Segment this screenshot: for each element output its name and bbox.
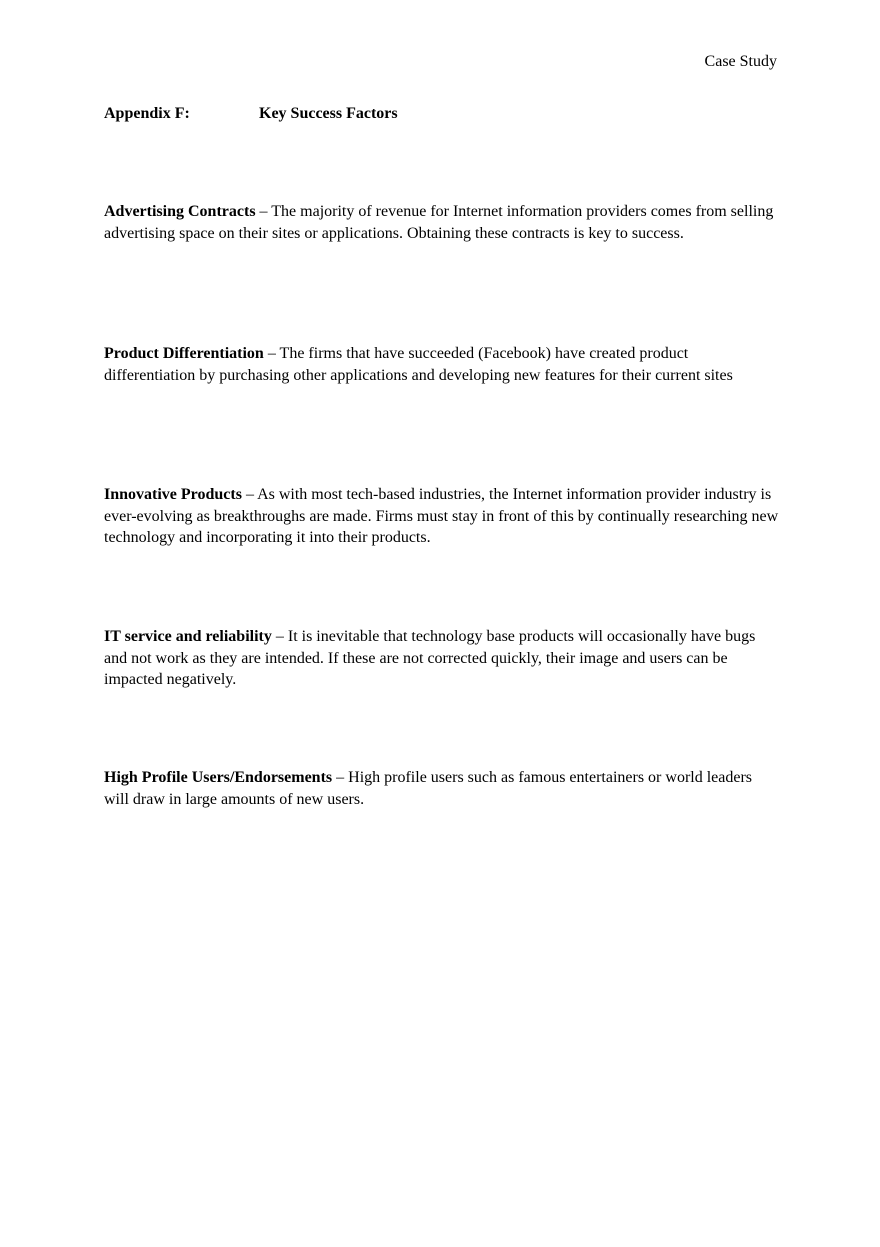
factor-paragraph-high-profile-users	[104, 767, 780, 810]
factor-term: Advertising Contracts	[104, 203, 256, 220]
factor-description: The majority of revenue for Internet information providers comes from selling advertising space on their sites or applications. Obtaining these contracts is key to success.	[104, 203, 774, 242]
factor-description: The firms that have succeeded (Facebook) have created product differentiation by purchasing other applications and developing new features for their current sites	[104, 345, 733, 384]
factor-term: Innovative Products	[104, 486, 242, 503]
factor-paragraph-product-differentiation	[104, 343, 780, 386]
running-header: Case Study	[704, 53, 777, 70]
factor-separator: –	[255, 203, 272, 220]
factor-paragraph-innovative-products	[104, 484, 780, 549]
appendix-title: Key Success Factors	[259, 105, 398, 122]
factor-term: IT service and reliability	[104, 628, 272, 645]
factor-term: High Profile Users/Endorsements	[104, 769, 333, 786]
factor-description: As with most tech-based industries, the Internet information provider industry is ever-evolving as breakthroughs are made. Firms must stay in front of this by continually researching new technology and incorporating it into their products.	[104, 486, 779, 546]
factor-separator: –	[263, 345, 280, 362]
appendix-heading	[104, 104, 398, 124]
factor-description: It is inevitable that technology base products will occasionally have bugs and not work as they are intended. If these are not corrected quickly, their image and users can be impacted negatively.	[104, 628, 756, 688]
factor-term: Product Differentiation	[104, 345, 264, 362]
factor-separator: –	[241, 486, 258, 503]
appendix-label: Appendix F:	[104, 105, 190, 122]
factor-paragraph-advertising-contracts	[104, 201, 780, 244]
factor-separator: –	[271, 628, 288, 645]
factor-separator: –	[332, 769, 349, 786]
factor-description: High profile users such as famous entertainers or world leaders will draw in large amounts of new users.	[104, 769, 753, 808]
factor-paragraph-it-service-reliability	[104, 626, 780, 691]
